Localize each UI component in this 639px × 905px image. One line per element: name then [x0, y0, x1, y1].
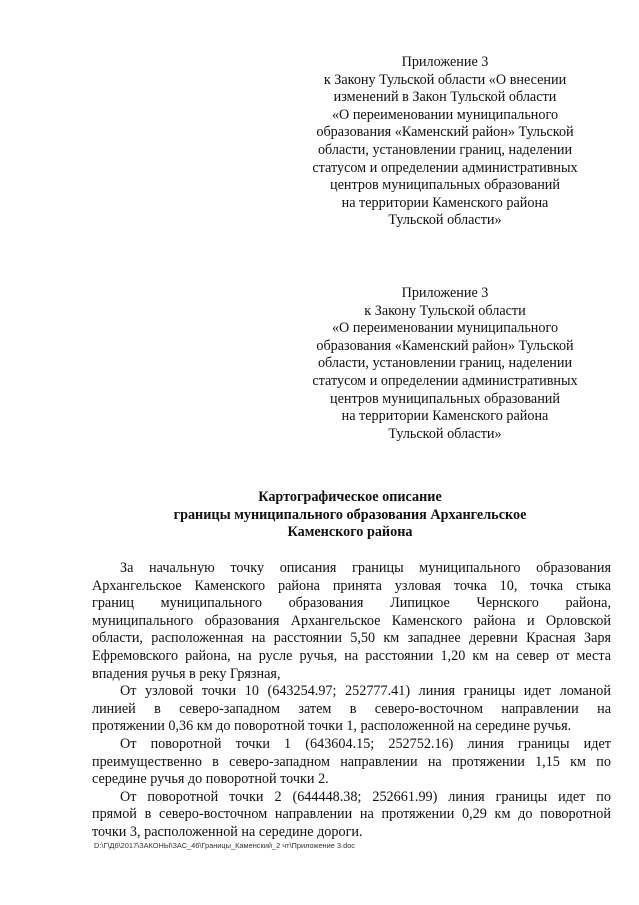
paragraph-line: За начальную точку описания границы муниципального образования — [120, 560, 611, 576]
appendix-header-line: области, установлении границ, наделении — [317, 355, 573, 372]
paragraph-line: прямой в северо-восточном направлении на протяжении 0,29 км до поворотной — [92, 806, 611, 823]
paragraph-line: преимущественно в северо-западном направлении на протяжении 1,15 км по — [92, 753, 611, 770]
paragraph-line: протяжении 0,36 км до поворотной точки 1, расположенной на середине ручья. — [92, 718, 572, 735]
appendix-header-line: центров муниципальных образований — [330, 177, 560, 194]
paragraph-line: муниципального образования Архангельское Каменского района и Орловской — [92, 612, 611, 629]
appendix-header-line: Приложение 3 — [401, 285, 489, 301]
appendix-header-line: образования «Каменский район» Тульской — [316, 124, 574, 141]
appendix-header-line: на территории Каменского района — [341, 194, 549, 211]
title-line: Картографическое описание — [258, 489, 442, 505]
paragraph — [92, 789, 611, 842]
paragraph-line: точки 3, расположенной на середине дороги. — [92, 823, 363, 840]
appendix-header-line: области, установлении границ, наделении — [317, 141, 573, 158]
paragraph-line: От поворотной точки 2 (644448.38; 252661.99) линия границы идет по — [120, 788, 611, 805]
paragraph-line: середине ручья до поворотной точки 2. — [92, 771, 329, 788]
paragraph-line: Ефремовского района, на русле ручья, на расстоянии 1,20 км на север от места — [92, 647, 611, 664]
appendix-header-line: Тульской области» — [388, 212, 502, 229]
file-path-footer: D:\Г\Д6\2017\ЗАКОНЫ\ЗАС_46\Границы_Каменский_2 чт\Приложение 3.doc — [94, 841, 356, 850]
paragraph — [92, 683, 611, 736]
paragraph-line: границ муниципального образования Липицкое Чернского района, — [92, 595, 611, 612]
appendix-header-line: «О переименовании муниципального — [331, 320, 559, 337]
paragraph-line: впадения ручья в реку Грязная, — [92, 665, 281, 682]
document-title — [90, 489, 610, 542]
appendix-header-line: центров муниципальных образований — [330, 390, 560, 407]
appendix-header-line: статусом и определении административных — [312, 372, 578, 389]
paragraph-line: области, расположенная на расстоянии 5,50 км западнее деревни Красная Заря — [92, 630, 611, 647]
paragraph-line: линией в северо-западном затем в северо-восточном направлении на — [92, 700, 611, 717]
appendix-header-line: статусом и определении административных — [312, 159, 578, 176]
title-line: границы муниципального образования Архангельское — [173, 506, 527, 523]
appendix-header-line: к Закону Тульской области «О внесении — [323, 71, 567, 88]
appendix-header-line: изменений в Закон Тульской области — [333, 89, 557, 106]
appendix-header-line: «О переименовании муниципального — [331, 106, 559, 123]
paragraph — [92, 736, 611, 789]
document-body — [92, 560, 611, 842]
appendix-header-line: Приложение 3 — [401, 54, 489, 70]
paragraph — [92, 560, 611, 683]
appendix-header-original — [300, 285, 590, 443]
appendix-header-line: на территории Каменского района — [341, 408, 549, 425]
paragraph-line: От узловой точки 10 (643254.97; 252777.41) линия границы идет ломаной — [120, 683, 611, 700]
paragraph-line: Архангельское Каменского района принята узловая точка 10, точка стыка — [92, 577, 611, 594]
paragraph-line: От поворотной точки 1 (643604.15; 252752.16) линия границы идет — [120, 735, 611, 752]
appendix-header-line: к Закону Тульской области — [364, 302, 526, 319]
title-line: Каменского района — [287, 524, 413, 541]
appendix-header-line: Тульской области» — [388, 425, 502, 442]
appendix-header-line: образования «Каменский район» Тульской — [316, 337, 574, 354]
appendix-header-amendment — [300, 54, 590, 230]
